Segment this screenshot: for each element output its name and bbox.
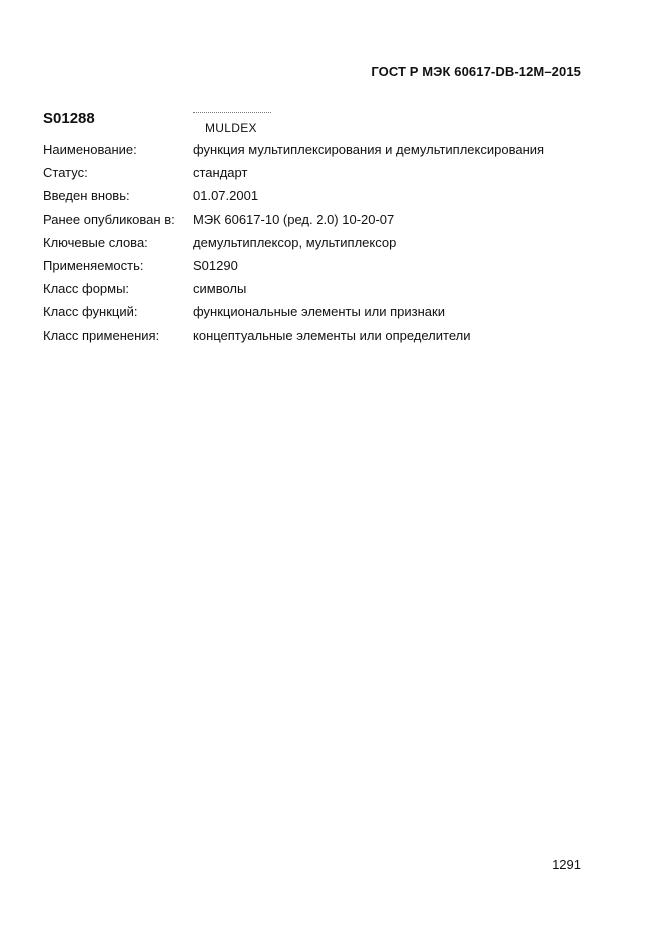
property-label: Применяемость:	[43, 257, 144, 273]
property-value: функциональные элементы или признаки	[193, 304, 445, 320]
property-value: символы	[193, 281, 247, 297]
property-label: Класс применения:	[43, 327, 160, 343]
property-value: 01.07.2001	[193, 188, 259, 204]
property-label: Ранее опубликован в:	[43, 211, 175, 227]
property-label: Статус:	[43, 165, 88, 181]
property-label: Класс функций:	[43, 304, 138, 320]
property-value: концептуальные элементы или определители	[193, 327, 471, 343]
symbol-label: MULDEX	[205, 121, 257, 135]
property-value: демультиплексор, мультиплексор	[193, 234, 397, 250]
property-label: Введен вновь:	[43, 188, 130, 204]
symbol-graphic	[193, 112, 271, 136]
document-header: ГОСТ Р МЭК 60617-DB-12M–2015	[371, 64, 581, 79]
property-label: Класс формы:	[43, 281, 130, 297]
symbol-id: S01288	[43, 110, 95, 127]
property-value: МЭК 60617-10 (ред. 2.0) 10-20-07	[193, 211, 395, 227]
property-label: Наименование:	[43, 142, 137, 157]
property-label: Ключевые слова:	[43, 234, 148, 250]
symbol-dotted-outline	[193, 112, 271, 113]
page-number: 1291	[552, 857, 581, 872]
property-value: функция мультиплексирования и демультиплексирования	[193, 142, 545, 157]
property-value: S01290	[193, 257, 238, 273]
property-value: стандарт	[193, 165, 248, 181]
